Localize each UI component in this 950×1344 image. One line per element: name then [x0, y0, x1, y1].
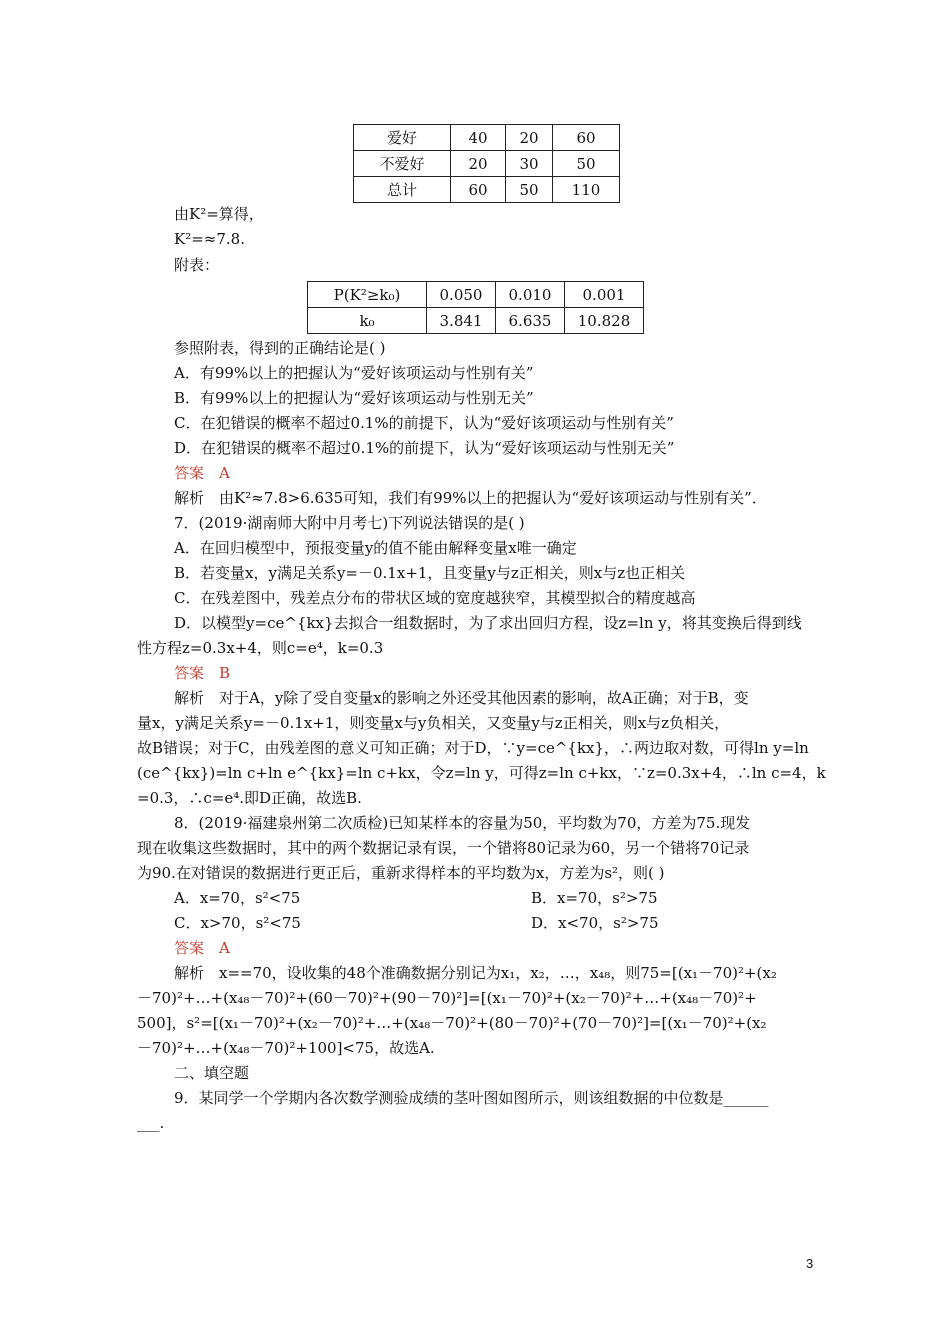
option-line: D．在犯错误的概率不超过0.1%的前提下，认为“爱好该项运动与性别无关”	[174, 439, 675, 457]
table-row	[354, 177, 620, 203]
question-line: 8．(2019·福建泉州第二次质检)已知某样本的容量为50，平均数为70，方差为75.现发	[174, 814, 751, 832]
explanation-line: 解析 x==70，设收集的48个准确数据分别记为x₁，x₂，…，x₄₈，则75=[(x₁－70)²+(x₂	[174, 964, 777, 982]
table-cell: 0.001	[565, 282, 644, 308]
explanation-line: 解析 对于A，y除了受自变量x的影响之外还受其他因素的影响，故A正确；对于B，变	[174, 689, 749, 707]
option-line: B．若变量x，y满足关系y=－0.1x+1，且变量y与z正相关，则x与z也正相关	[174, 564, 686, 582]
option-line: C．在残差图中，残差点分布的带状区域的宽度越狭窄，其模型拟合的精度越高	[174, 589, 696, 607]
option-line: D．x<70，s²>75	[531, 914, 659, 932]
table-cell: 60	[451, 177, 506, 203]
answer-line: 答案 A	[174, 464, 230, 482]
contingency-table	[353, 124, 620, 203]
table-cell: 不爱好	[354, 151, 451, 177]
table-row	[354, 151, 620, 177]
text-line: 参照附表，得到的正确结论是( )	[174, 339, 386, 357]
table-cell: 爱好	[354, 125, 451, 151]
table-cell: 20	[451, 151, 506, 177]
table-cell: 0.050	[427, 282, 496, 308]
text-line: K²=≈7.8.	[174, 230, 245, 248]
text-line: 附表：	[174, 256, 220, 274]
table-cell: 30	[506, 151, 553, 177]
table-cell: 6.635	[496, 308, 565, 334]
table-cell: 50	[506, 177, 553, 203]
explanation-line: 故B错误；对于C，由残差图的意义可知正确；对于D，∵y=ce^{kx}，∴两边取对数，可得ln y=ln	[137, 739, 809, 757]
question-line: 9．某同学一个学期内各次数学测验成绩的茎叶图如图所示，则该组数据的中位数是______	[174, 1089, 769, 1107]
option-line: A．x=70，s²<75	[174, 889, 301, 907]
explanation-line: 量x，y满足关系y=－0.1x+1，则变量x与y负相关，又变量y与z正相关，则x与z负相关，	[137, 714, 730, 732]
explanation-line: (ce^{kx})=ln c+ln e^{kx}=ln c+kx，令z=ln y，可得z=ln c+kx，∵z=0.3x+4，∴ln c=4，k	[137, 764, 826, 782]
table-cell: 50	[553, 151, 620, 177]
table-cell: 0.010	[496, 282, 565, 308]
explanation-line: －70)²+…+(x₄₈－70)²+(60－70)²+(90－70)²]=[(x₁－70)²+(x₂－70)²+…+(x₄₈－70)²+	[137, 989, 757, 1007]
table-row	[308, 282, 644, 308]
option-line: 性方程z=0.3x+4，则c=e⁴，k=0.3	[137, 639, 384, 657]
table-row	[308, 308, 644, 334]
explanation-line: 500]，s²=[(x₁－70)²+(x₂－70)²+…+(x₄₈－70)²+(80－70)²+(70－70)²]=[(x₁－70)²+(x₂	[137, 1014, 767, 1032]
table-cell: P(K²≥k₀)	[308, 282, 427, 308]
table-cell: 20	[506, 125, 553, 151]
option-line: A．在回归模型中，预报变量y的值不能由解释变量x唯一确定	[174, 539, 577, 557]
explanation-line: =0.3，∴c=e⁴.即D正确，故选B.	[137, 789, 362, 807]
option-line: A．有99%以上的把握认为“爱好该项运动与性别有关”	[174, 364, 534, 382]
table-cell: 3.841	[427, 308, 496, 334]
question-line: 现在收集这些数据时，其中的两个数据记录有误，一个错将80记录为60，另一个错将70记录	[137, 839, 750, 857]
text-line: 由K²=算得，	[174, 205, 264, 223]
table-cell: k₀	[308, 308, 427, 334]
option-line: C．在犯错误的概率不超过0.1%的前提下，认为“爱好该项运动与性别有关”	[174, 414, 674, 432]
explanation-line: 解析 由K²≈7.8>6.635可知，我们有99%以上的把握认为“爱好该项运动与性别有关”．	[174, 489, 767, 507]
option-line: C．x>70，s²<75	[174, 914, 301, 932]
option-line: B．x=70，s²>75	[531, 889, 658, 907]
question-line: 7．(2019·湖南师大附中月考七)下列说法错误的是( )	[174, 514, 525, 532]
critical-value-table	[307, 281, 644, 334]
answer-line: 答案 B	[174, 664, 231, 682]
explanation-line: －70)²+…+(x₄₈－70)²+100]<75，故选A.	[137, 1039, 435, 1057]
table-cell: 60	[553, 125, 620, 151]
table-row	[354, 125, 620, 151]
option-line: B．有99%以上的把握认为“爱好该项运动与性别无关”	[174, 389, 534, 407]
page-number: 3	[806, 1256, 814, 1271]
table-cell: 40	[451, 125, 506, 151]
table-cell: 110	[553, 177, 620, 203]
question-line: ___.	[137, 1114, 165, 1132]
option-line: D．以模型y=ce^{kx}去拟合一组数据时，为了求出回归方程，设z=ln y，将其变换后得到线	[174, 614, 802, 632]
section-heading: 二、填空题	[174, 1064, 250, 1082]
table-cell: 10.828	[565, 308, 644, 334]
answer-line: 答案 A	[174, 939, 230, 957]
question-line: 为90.在对错误的数据进行更正后，重新求得样本的平均数为x，方差为s²，则( )	[137, 864, 665, 882]
table-cell: 总计	[354, 177, 451, 203]
